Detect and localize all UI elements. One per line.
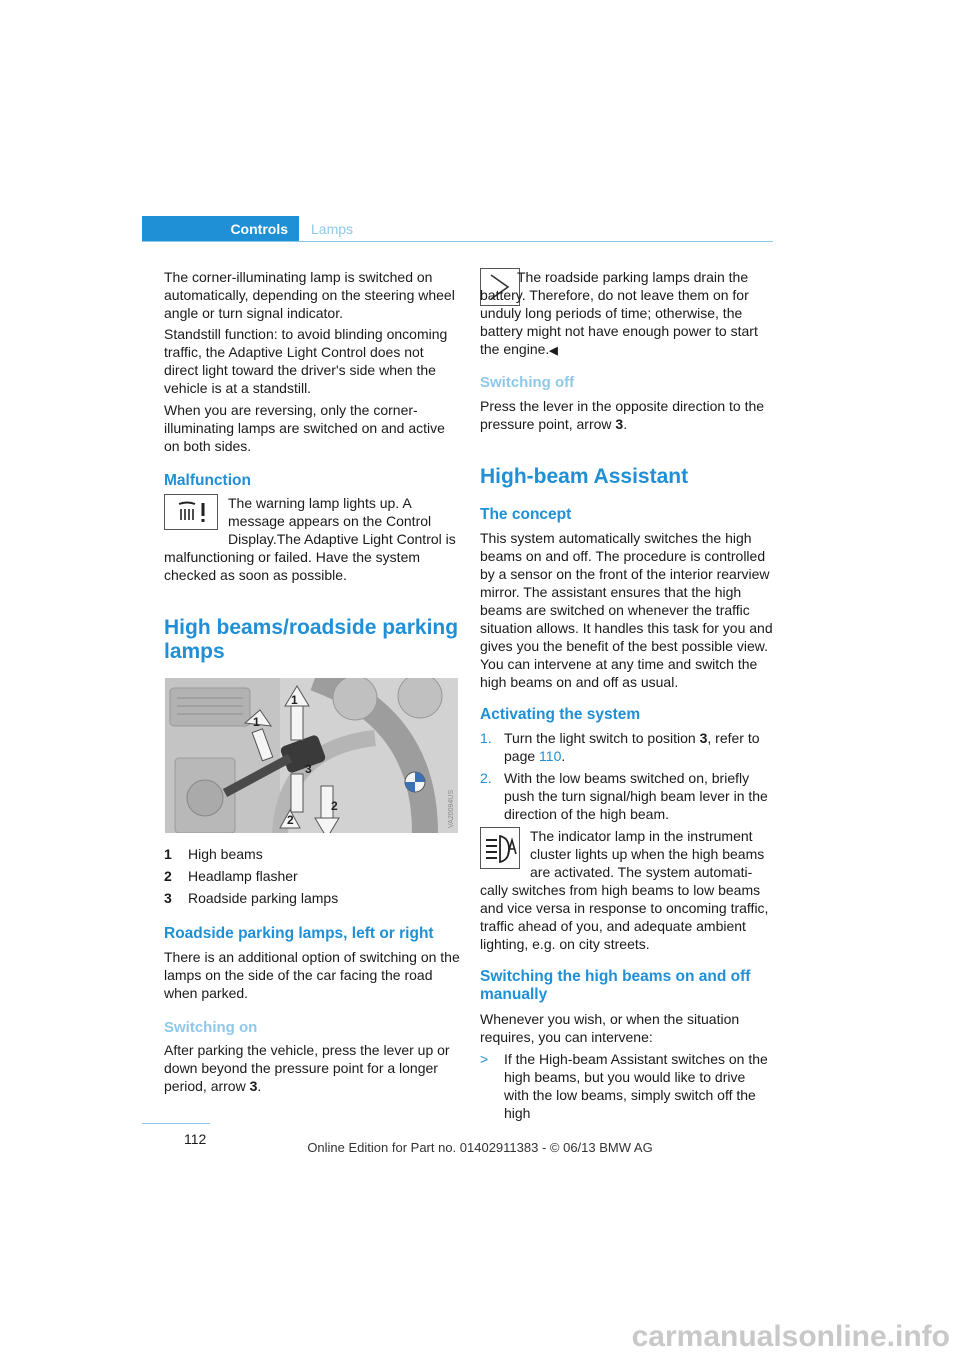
- bullet-item: [480, 1050, 774, 1122]
- step-number: 2.: [480, 770, 492, 786]
- heading-switching-on: Switching on: [164, 1019, 258, 1036]
- high-beam-assistant-indicator-icon: [480, 827, 520, 869]
- bullet-text: If the High-beam Assistant switches on the high beams, but you would like to drive with the low beams, simply switch off the high: [504, 1051, 768, 1121]
- figure-label-3: 3: [305, 762, 312, 776]
- legend-item-1: [164, 845, 460, 863]
- heading-manual-line1: Switching the high beams on and off: [480, 968, 751, 985]
- period: .: [561, 748, 566, 764]
- edition-note: Online Edition for Part no. 01402911383 - © 06/13 BMW AG: [307, 1140, 653, 1155]
- chapter-tab[interactable]: Controls: [142, 216, 299, 242]
- footer-rule: [142, 1123, 210, 1124]
- header-rule: [142, 241, 773, 242]
- figure-label-2: 2: [331, 799, 338, 813]
- battery-note: [480, 268, 774, 360]
- step-1-tail: , refer to page: [504, 730, 760, 764]
- switching-on-text: [164, 1041, 460, 1095]
- adaptive-light-warning-icon: [164, 494, 218, 530]
- malfunction-text: malfunctioning or failed. Have the system checked as soon as possible.: [164, 549, 421, 583]
- period: .: [257, 1078, 262, 1094]
- figure-label-5: 1: [253, 715, 260, 729]
- figure-label-4: 2: [287, 813, 294, 827]
- end-marker: ◀: [549, 345, 558, 357]
- legend-number: 3: [164, 890, 172, 906]
- figure-label-1: 1: [291, 693, 298, 707]
- step-number: 1.: [480, 730, 492, 746]
- indicator-text-indented: The indicator lamp in the instrument cluster lights up when the high beams are activated. The system automati-: [530, 828, 765, 880]
- legend-label: Roadside parking lamps: [188, 890, 339, 906]
- legend-label: Headlamp flasher: [188, 868, 298, 884]
- switching-off-body: Press the lever in the opposite direction to the pressure point, arrow: [480, 398, 765, 432]
- manual-text: Whenever you wish, or when the situation requires, you can intervene:: [480, 1011, 740, 1045]
- heading-high-beams: [164, 616, 464, 664]
- heading-concept: The concept: [480, 506, 572, 523]
- heading-switching-off: Switching off: [480, 374, 575, 391]
- step-1-position: 3: [699, 730, 708, 746]
- page-number: 112: [184, 1131, 207, 1147]
- step-2: [480, 769, 774, 823]
- heading-manual-line2: manually: [480, 986, 548, 1003]
- heading-malfunction: Malfunction: [164, 472, 251, 489]
- heading-activating: Activating the system: [480, 706, 641, 723]
- watermark[interactable]: carmanualsonline.info: [631, 1320, 950, 1353]
- battery-note-text: The roadside parking lamps drain the battery. Therefore, do not leave them on for unduly long periods of time; otherwise, the battery might not have enough power to start the engine.: [480, 269, 758, 357]
- switching-off-arrow: 3: [615, 416, 624, 432]
- section-title: Lamps: [311, 221, 354, 237]
- step-1-text: Turn the light switch to position: [504, 730, 696, 746]
- legend-number: 1: [164, 846, 172, 862]
- roadside-text: There is an additional option of switching on the lamps on the side of the car facing the road when parked.: [164, 949, 460, 1001]
- legend-item-3: [164, 889, 460, 907]
- lever-figure: [165, 678, 458, 833]
- heading-high-beams-line2: lamps: [164, 640, 225, 663]
- heading-high-beams-line1: High beams/roadside parking: [164, 616, 459, 639]
- switching-on-arrow: 3: [249, 1078, 258, 1094]
- heading-manual: [480, 968, 774, 1004]
- paragraph-corner-lamp: The corner-illuminating lamp is switched on automatically, depending on the steering wheel angle or turn signal indicator.: [164, 269, 455, 321]
- switching-off-text: [480, 397, 774, 433]
- switching-on-body: After parking the vehicle, press the lever up or down beyond the pressure point for a longer period, arrow: [164, 1042, 450, 1094]
- page-link[interactable]: 110: [539, 748, 562, 764]
- bullet-marker: >: [480, 1051, 489, 1067]
- paragraph-reversing: When you are reversing, only the corner-illuminating lamps are switched on and active on both sides.: [164, 402, 445, 454]
- malfunction-text-indented: The warning lamp lights up. A message appears on the Control Display.The Adaptive Light Control is: [228, 495, 456, 547]
- legend-number: 2: [164, 868, 172, 884]
- legend-label: High beams: [188, 846, 263, 862]
- heading-high-beam-assistant: High-beam Assistant: [480, 465, 689, 488]
- heading-roadside: Roadside parking lamps, left or right: [164, 925, 434, 942]
- step-1: [480, 729, 774, 765]
- paragraph-standstill: Standstill function: to avoid blinding oncoming traffic, the Adaptive Light Control does not direct light toward the driver's side when the vehicle is at a standstill.: [164, 326, 448, 396]
- period: .: [623, 416, 628, 432]
- legend-item-2: [164, 867, 460, 885]
- figure-code: VA20094US: [448, 789, 455, 828]
- indicator-text: cally switches from high beams to low beams and vice versa in response to oncoming traffic, traffic ahead of you, and adequate ambient lighting, e.g. on city streets.: [480, 882, 769, 952]
- step-2-text: With the low beams switched on, briefly push the turn signal/high beam lever in the direction of the high beam.: [504, 770, 768, 822]
- concept-text: This system automatically switches the high beams on and off. The procedure is controlled by a sensor on the front of the interior rearview mirror. The assistant ensures that the high beams are switched on whenever the traffic situation allows. It handles this task for you and gives you the benefit of the best possible view. You can intervene at any time and switch the high beams on and off as usual.: [480, 530, 773, 690]
